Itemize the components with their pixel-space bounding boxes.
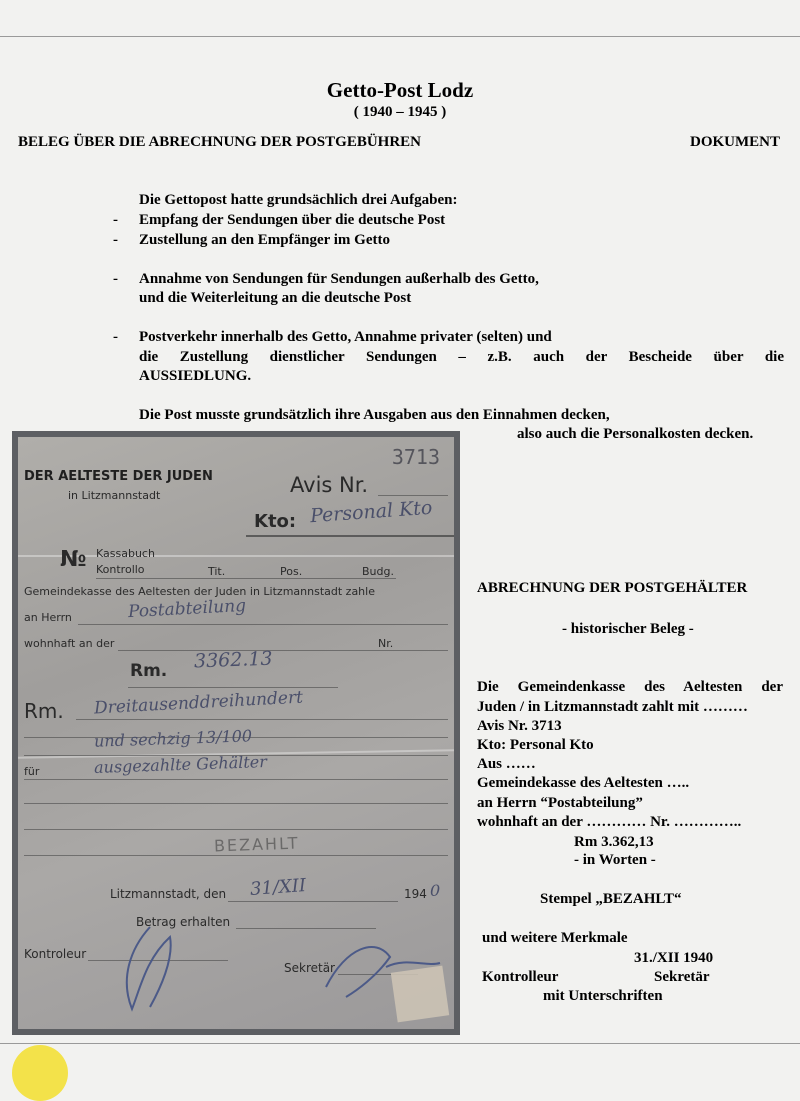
- receipt-issuer-city: in Litzmannstadt: [68, 489, 161, 502]
- herrn-line: [78, 624, 448, 625]
- right-wohnhaft: wohnhaft an der ………… Nr. …………..: [477, 814, 742, 830]
- betrag-label: Betrag erhalten: [136, 915, 231, 929]
- intro-item-3-text: Annahme von Sendungen für Sendungen außerhalb des Getto,: [139, 271, 539, 287]
- fuer-line-1: [24, 779, 448, 780]
- date-line: [228, 901, 398, 902]
- place-date-label: Litzmannstadt, den: [110, 887, 227, 901]
- intro-item-2-text: Zustellung an den Empfänger im Getto: [139, 232, 390, 248]
- right-unterschriften: mit Unterschriften: [543, 988, 663, 1004]
- right-avis: Avis Nr. 3713: [477, 718, 562, 734]
- intro-item-4-text: Postverkehr innerhalb des Getto, Annahme privater (selten) und: [139, 329, 552, 345]
- right-herrn: an Herrn “Postabteilung”: [477, 795, 643, 811]
- right-stempel: Stempel „BEZAHLT“: [540, 891, 682, 907]
- fuer-label: für: [24, 765, 40, 778]
- intro-closing-1: Die Post musste grundsätzlich ihre Ausgaben aus den Einnahmen decken,: [139, 407, 610, 423]
- top-rule: [0, 36, 800, 37]
- pay-instruction: Gemeindekasse des Aeltesten der Juden in Litzmannstadt zahle: [24, 585, 375, 598]
- kassabuch-label: Kassabuch: [96, 547, 155, 560]
- intro-item-3: [113, 271, 539, 288]
- herrn-handwriting: Postabteilung: [127, 595, 247, 623]
- rm-bold-label: Rm.: [130, 661, 168, 681]
- intro-lead: Die Gettopost hatte grundsächlich drei Aufgaben:: [139, 192, 458, 208]
- fuer-line-3: [24, 829, 448, 830]
- fuer-handwriting: ausgezahlte Gehälter: [93, 751, 268, 778]
- receipt-paper: [18, 437, 454, 1029]
- intro-item-3-line2: und die Weiterleitung an die deutsche Post: [139, 290, 412, 306]
- page-title: Getto-Post Lodz: [326, 78, 474, 102]
- bullet-dash: -: [113, 329, 118, 345]
- right-kto: Kto: Personal Kto: [477, 737, 594, 753]
- right-gemeindekasse: Gemeindekasse des Aeltesten …..: [477, 775, 690, 791]
- right-heading: ABRECHNUNG DER POSTGEHÄLTER: [477, 580, 748, 596]
- right-rm: Rm 3.362,13: [574, 834, 654, 850]
- right-date: 31./XII 1940: [634, 950, 714, 966]
- tit-label: Tit.: [208, 565, 226, 578]
- intro-item-1: [113, 212, 445, 229]
- bezahlt-stamp: BEZAHLT: [213, 833, 300, 856]
- paper-sticker: [391, 966, 449, 1023]
- kontroleur-label: Kontroleur: [24, 947, 87, 961]
- amount-words-handwriting-2: und sechzig 13/100: [93, 726, 253, 751]
- date-handwriting: 31/XII: [249, 875, 307, 900]
- intro-closing-2: also auch die Personalkosten decken.: [517, 426, 754, 442]
- wohnhaft-label: wohnhaft an der: [24, 637, 115, 650]
- fuer-line-2: [24, 803, 448, 804]
- heading-right: DOKUMENT: [690, 134, 780, 150]
- right-merkmale: und weitere Merkmale: [482, 930, 628, 946]
- bullet-dash: -: [113, 271, 118, 287]
- sekretaer-label: Sekretär: [284, 961, 335, 975]
- right-worten: - in Worten -: [574, 852, 656, 868]
- heading-left: BELEG ÜBER DIE ABRECHNUNG DER POSTGEBÜHREN: [18, 134, 421, 150]
- number-sign: №: [60, 547, 87, 572]
- right-subheading: - historischer Beleg -: [562, 621, 694, 637]
- budg-label: Budg.: [362, 565, 394, 578]
- kto-line: [246, 535, 454, 537]
- page-years: ( 1940 – 1945 ): [353, 104, 447, 120]
- intro-item-4-line2: die Zustellung dienstlicher Sendungen – z.B. auch der Bescheide über die: [139, 349, 784, 365]
- rm-line-1: [76, 719, 448, 720]
- fuer-line-4: [24, 855, 448, 856]
- kontrollo-label: Kontrollo: [96, 563, 145, 576]
- intro-item-1-text: Empfang der Sendungen über die deutsche Post: [139, 212, 446, 228]
- amount-words-handwriting-1: Dreitausenddreihundert: [93, 687, 304, 719]
- intro-item-4-line3: AUSSIEDLUNG.: [139, 368, 252, 384]
- rm-amount-line: [128, 687, 338, 688]
- bottom-rule: [0, 1043, 800, 1044]
- bullet-dash: -: [113, 232, 118, 248]
- avis-line: [378, 495, 448, 496]
- kontroleur-signature: [110, 919, 200, 1019]
- corner-marker: [12, 1045, 68, 1101]
- avis-label: Avis Nr.: [290, 473, 369, 497]
- right-p1-line1: Die Gemeindenkasse des Aeltesten der: [477, 679, 783, 695]
- receipt-issuer: DER AELTESTE DER JUDEN: [24, 469, 213, 484]
- right-kontrolleur: Kontrolleur: [482, 969, 559, 985]
- year-handwriting: 0: [430, 881, 441, 900]
- nr-label: Nr.: [378, 637, 394, 650]
- rm-label: Rm.: [24, 699, 64, 723]
- right-sekretaer: Sekretär: [654, 969, 710, 985]
- pos-label: Pos.: [280, 565, 303, 578]
- kto-label: Kto:: [254, 511, 297, 532]
- year-prefix: 194: [404, 887, 427, 901]
- right-p1-line2: Juden / in Litzmannstadt zahlt mit ………: [477, 699, 748, 715]
- receipt-scan: [12, 431, 460, 1035]
- wohnhaft-line: [118, 650, 448, 651]
- intro-item-2: [113, 232, 390, 249]
- right-aus: Aus ……: [477, 756, 536, 772]
- rm-amount-handwriting: 3362.13: [193, 647, 273, 673]
- receipt-number: 3713: [391, 445, 440, 469]
- kto-handwriting: Personal Kto: [309, 496, 434, 528]
- herrn-label: an Herrn: [24, 611, 72, 624]
- intro-item-4: [113, 329, 552, 346]
- bullet-dash: -: [113, 212, 118, 228]
- kontrollo-line: [96, 578, 396, 579]
